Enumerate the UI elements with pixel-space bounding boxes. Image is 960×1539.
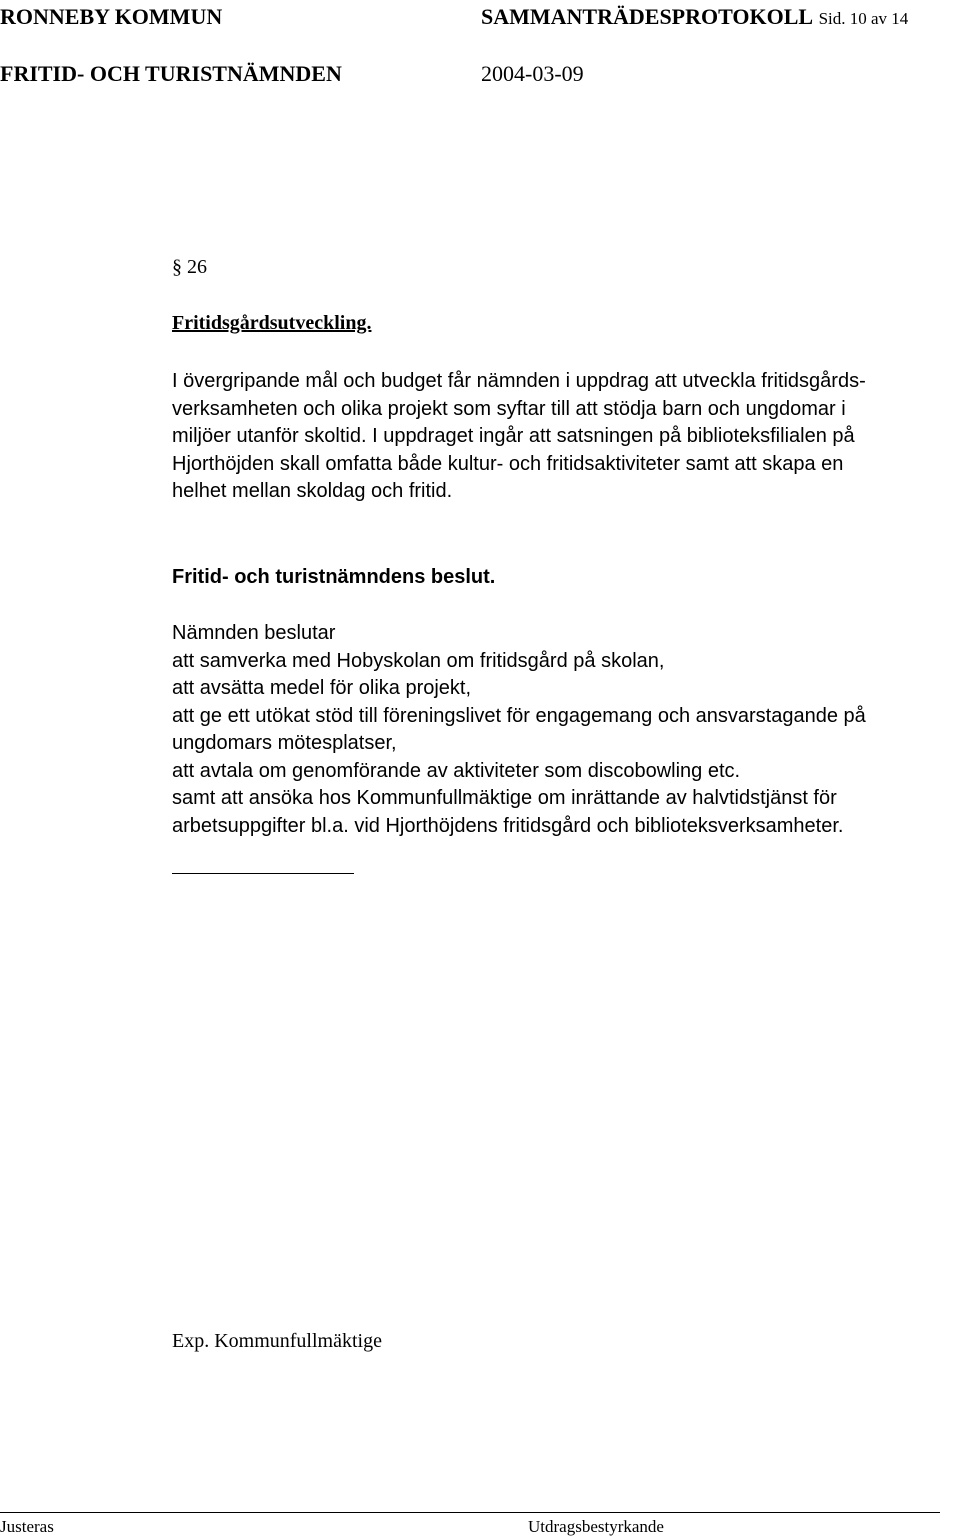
meeting-date: 2004-03-09: [481, 61, 584, 86]
signed-label: Justeras: [0, 1517, 54, 1536]
decision-line: samt att ansöka hos Kommunfullmäktige om inrättande av halvtidstjänst för: [172, 787, 837, 809]
paragraph-line: I övergripande mål och budget får nämnden i uppdrag att utveckla fritidsgårds-: [172, 370, 866, 392]
decision-line: ungdomars mötesplatser,: [172, 732, 397, 754]
decision-line: arbetsuppgifter bl.a. vid Hjorthöjdens fritidsgård och biblioteksverksamheter.: [172, 814, 844, 837]
decision-line: att samverka med Hobyskolan om fritidsgård på skolan,: [172, 649, 665, 672]
paragraph-line: verksamheten och olika projekt som syftar till att stödja barn och ungdomar i: [172, 397, 846, 420]
committee-name: FRITID- OCH TURISTNÄMNDEN: [0, 61, 342, 86]
section-number: § 26: [172, 256, 207, 278]
distribution-note: Exp. Kommunfullmäktige: [172, 1330, 382, 1352]
protocol-header: [481, 4, 908, 32]
decision-line: att ge ett utökat stöd till föreningslivet för engagemang och ansvarstagande på: [172, 704, 866, 727]
footer-rule: [0, 1512, 940, 1513]
decision-line: att avsätta medel för olika projekt,: [172, 677, 472, 699]
decision-heading: Fritid- och turistnämndens beslut.: [172, 566, 496, 588]
page-label: Sid. 10 av 14: [818, 9, 909, 28]
decision-text: [172, 620, 866, 840]
decision-line: att avtala om genomförande av aktiviteter som discobowling etc.: [172, 759, 741, 782]
municipality-name: RONNEBY KOMMUN: [0, 4, 223, 29]
section-end-rule: [172, 873, 354, 874]
paragraph-line: helhet mellan skoldag och fritid.: [172, 480, 453, 502]
section-title: Fritidsgårdsutveckling.: [172, 312, 372, 334]
decision-line: Nämnden beslutar: [172, 622, 336, 644]
paragraph-line: Hjorthöjden skall omfatta både kultur- och fritidsaktiviteter samt att skapa en: [172, 452, 844, 475]
protocol-title: SAMMANTRÄDESPROTOKOLL: [481, 4, 814, 29]
section-paragraph: [172, 368, 866, 506]
certified-label: Utdragsbestyrkande: [528, 1517, 664, 1536]
paragraph-line: miljöer utanför skoltid. I uppdraget ingår att satsningen på biblioteksfilialen på: [172, 425, 855, 447]
